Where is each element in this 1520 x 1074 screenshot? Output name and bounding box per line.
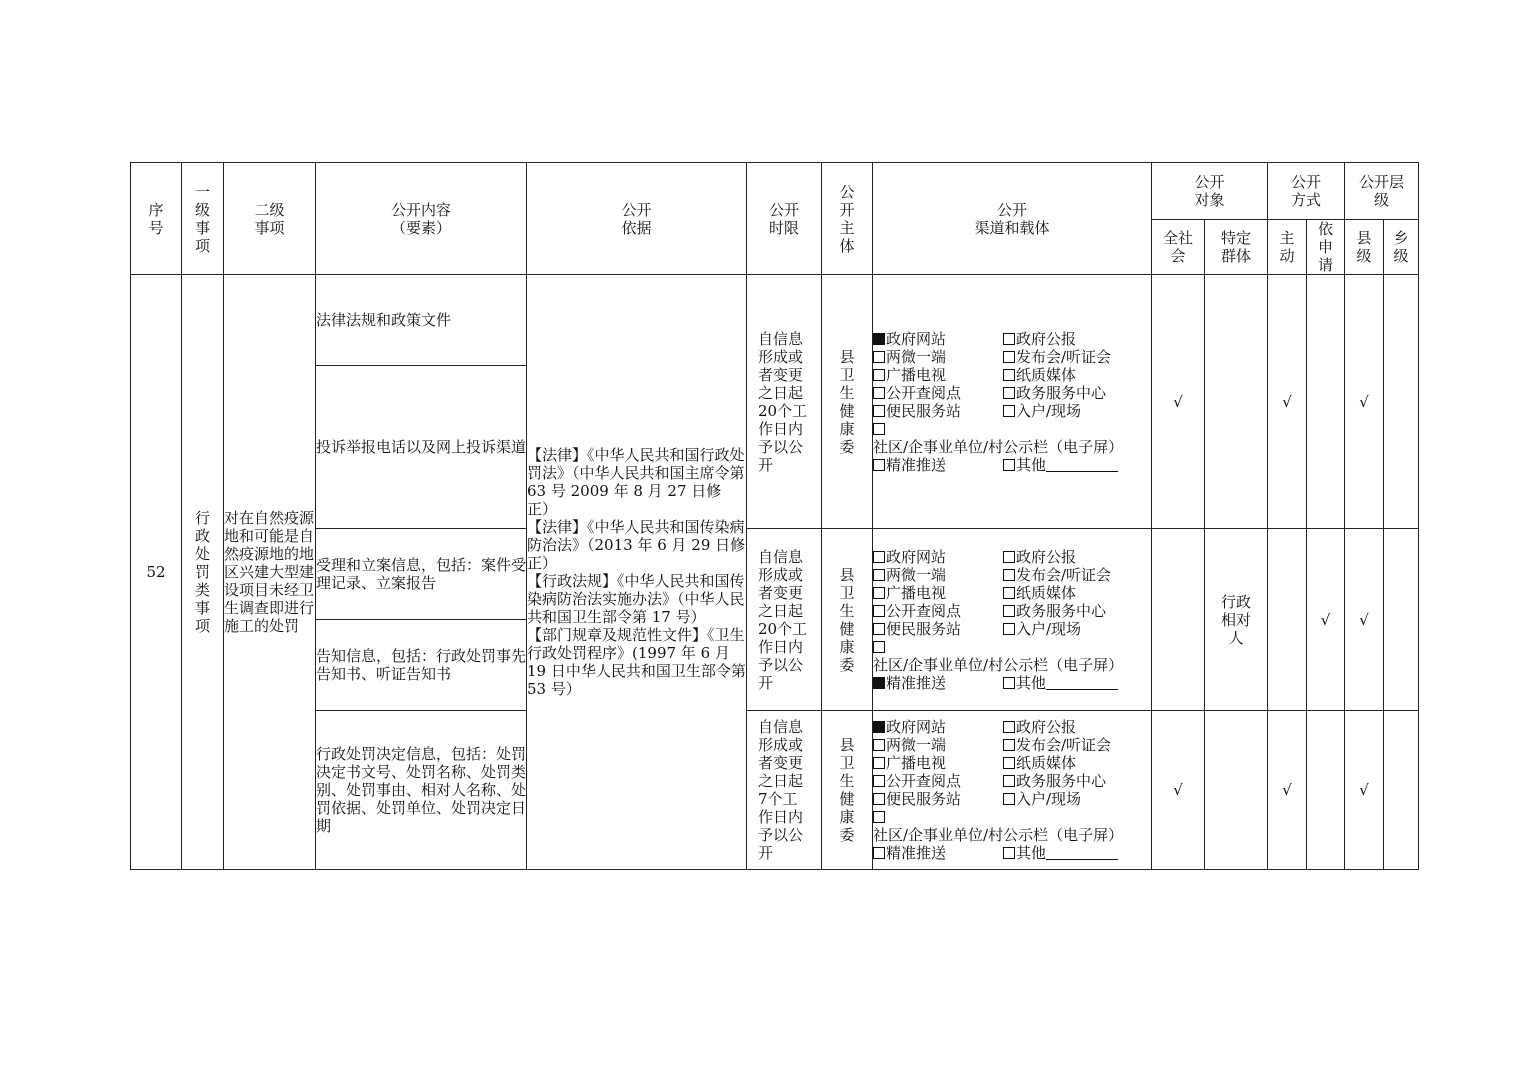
channel-label: 精准推送 bbox=[886, 673, 947, 692]
group-tier-town bbox=[1384, 711, 1419, 870]
header-object-specific: 特定 群体 bbox=[1205, 220, 1268, 275]
content-item: 投诉举报电话以及网上投诉渠道 bbox=[316, 366, 527, 529]
group-method-request: √ bbox=[1307, 529, 1345, 711]
header-content: 公开内容 （要素） bbox=[316, 163, 527, 275]
header-tier-county: 县 级 bbox=[1345, 220, 1384, 275]
row-level2: 对在自然疫源地和可能是自然疫源地的地区兴建大型建设项目未经卫生调查即进行施工的处罚 bbox=[224, 275, 316, 870]
channel-label: 纸质媒体 bbox=[1016, 754, 1077, 772]
channel-label: 入户/现场 bbox=[1016, 619, 1082, 638]
content-item: 法律法规和政策文件 bbox=[316, 275, 527, 366]
channel-option bbox=[1003, 330, 1133, 348]
checkbox-icon bbox=[873, 739, 885, 751]
checkbox-icon bbox=[873, 641, 885, 653]
channel-option bbox=[1003, 674, 1133, 692]
checkbox-icon bbox=[1003, 459, 1015, 471]
channel-option bbox=[873, 718, 1003, 736]
channel-label: 广播电视 bbox=[886, 583, 947, 602]
group-object-specific bbox=[1205, 275, 1268, 529]
group-tier-town bbox=[1384, 529, 1419, 711]
group-tier-town bbox=[1384, 275, 1419, 529]
checkbox-icon bbox=[1003, 351, 1015, 363]
channel-label: 便民服务站 bbox=[886, 401, 962, 420]
channel-label: 精准推送 bbox=[886, 844, 947, 862]
row-level1: 行政处罚类事项 bbox=[182, 275, 224, 870]
header-time: 公开 时限 bbox=[747, 163, 822, 275]
checkbox-icon bbox=[1003, 721, 1015, 733]
channel-label: 政府网站 bbox=[886, 547, 947, 566]
checkbox-icon bbox=[873, 423, 885, 435]
channel-option bbox=[873, 456, 1003, 474]
channel-option bbox=[1003, 548, 1133, 566]
checkbox-icon bbox=[1003, 739, 1015, 751]
row-basis: 【法律】《中华人民共和国行政处罚法》（中华人民共和国主席令第 63 号 2009 年 8 月 27 日修正） 【法律】《中华人民共和国传染病防治法》（2013 年 6 月 29 日修正） 【行政法规】《中华人民共和国传染病防治法实施办法》（中华人民共和国卫生部令第 17 号） 【部门规章及规范性文件】《卫生行政处罚程序》(1997 年 6 月 19 日中华人民共和国卫生部令第 53 号） bbox=[527, 275, 747, 870]
channel-label: 政府公报 bbox=[1016, 547, 1077, 566]
fill-in-blank bbox=[1046, 458, 1118, 472]
channel-label: 发布会/听证会 bbox=[1016, 565, 1112, 584]
channel-option bbox=[1003, 366, 1133, 384]
channel-label: 其他 bbox=[1016, 844, 1047, 862]
checkbox-icon bbox=[1003, 587, 1015, 599]
content-item: 行政处罚决定信息，包括：处罚决定书文号、处罚名称、处罚类别、处罚事由、相对人名称、处罚依据、处罚单位、处罚决定日期 bbox=[316, 711, 527, 870]
header-basis: 公开 依据 bbox=[527, 163, 747, 275]
channel-option bbox=[873, 620, 1003, 638]
channel-label: 社区/企事业单位/村公示栏（电子屏） bbox=[873, 826, 1124, 844]
disclosure-table bbox=[130, 162, 1419, 870]
group-time: 自信息形成或者变更之日起20个工作日内予以公开 bbox=[747, 275, 822, 529]
channel-option bbox=[1003, 402, 1133, 420]
channel-option bbox=[1003, 718, 1133, 736]
channel-option bbox=[1003, 844, 1133, 862]
channel-label: 政府公报 bbox=[1016, 718, 1077, 736]
channel-option bbox=[1003, 566, 1133, 584]
group-channels bbox=[873, 711, 1152, 870]
group-method-active bbox=[1268, 529, 1307, 711]
channel-option bbox=[873, 330, 1003, 348]
header-method: 公开 方式 bbox=[1268, 163, 1345, 220]
group-method-active: √ bbox=[1268, 275, 1307, 529]
group-object-all: √ bbox=[1152, 711, 1205, 870]
checkbox-icon bbox=[873, 459, 885, 471]
channel-option bbox=[873, 808, 1133, 844]
channel-option bbox=[1003, 348, 1133, 366]
channel-label: 政府公报 bbox=[1016, 329, 1077, 348]
channel-label: 两微一端 bbox=[886, 565, 947, 584]
header-level1: 一级事项 bbox=[182, 163, 224, 275]
channel-option bbox=[873, 420, 1133, 456]
checkbox-icon bbox=[873, 405, 885, 417]
channel-option bbox=[1003, 384, 1133, 402]
channel-option bbox=[873, 844, 1003, 862]
channel-label: 便民服务站 bbox=[886, 790, 962, 808]
channel-label: 其他 bbox=[1016, 455, 1047, 474]
checkbox-icon bbox=[1003, 405, 1015, 417]
channel-label: 入户/现场 bbox=[1016, 401, 1082, 420]
header-object: 公开 对象 bbox=[1152, 163, 1268, 220]
channel-label: 其他 bbox=[1016, 673, 1047, 692]
checkbox-icon bbox=[873, 847, 885, 859]
channel-option bbox=[1003, 620, 1133, 638]
checkbox-icon bbox=[873, 569, 885, 581]
channel-label: 精准推送 bbox=[886, 455, 947, 474]
channel-label: 政府网站 bbox=[886, 329, 947, 348]
channel-option bbox=[1003, 584, 1133, 602]
group-channels bbox=[873, 275, 1152, 529]
channel-option bbox=[1003, 602, 1133, 620]
channel-label: 广播电视 bbox=[886, 754, 947, 772]
checkbox-icon bbox=[873, 623, 885, 635]
channel-label: 公开查阅点 bbox=[886, 383, 962, 402]
group-tier-county: √ bbox=[1345, 529, 1384, 711]
channel-label: 政务服务中心 bbox=[1016, 601, 1107, 620]
channel-option bbox=[1003, 736, 1133, 754]
checkbox-icon bbox=[873, 551, 885, 563]
channel-option bbox=[1003, 772, 1133, 790]
header-channel: 公开 渠道和载体 bbox=[873, 163, 1152, 275]
checkbox-icon bbox=[1003, 605, 1015, 617]
group-channels bbox=[873, 529, 1152, 711]
channel-label: 纸质媒体 bbox=[1016, 583, 1077, 602]
channel-option bbox=[873, 790, 1003, 808]
channel-option bbox=[873, 366, 1003, 384]
checkbox-icon bbox=[1003, 333, 1015, 345]
checkbox-icon bbox=[1003, 569, 1015, 581]
header-seq: 序 号 bbox=[131, 163, 182, 275]
checked-box-icon bbox=[873, 677, 885, 689]
checkbox-icon bbox=[1003, 369, 1015, 381]
channel-label: 公开查阅点 bbox=[886, 601, 962, 620]
checkbox-icon bbox=[873, 369, 885, 381]
channel-label: 入户/现场 bbox=[1016, 790, 1082, 808]
checkbox-icon bbox=[873, 387, 885, 399]
checkbox-icon bbox=[873, 757, 885, 769]
checkbox-icon bbox=[873, 351, 885, 363]
group-tier-county: √ bbox=[1345, 711, 1384, 870]
channel-label: 社区/企事业单位/村公示栏（电子屏） bbox=[873, 437, 1124, 456]
channel-option bbox=[873, 754, 1003, 772]
checkbox-icon bbox=[1003, 775, 1015, 787]
content-item: 告知信息，包括：行政处罚事先告知书、听证告知书 bbox=[316, 620, 527, 711]
group-object-all bbox=[1152, 529, 1205, 711]
channel-label: 广播电视 bbox=[886, 365, 947, 384]
group-time: 自信息形成或者变更之日起7个工作日内予以公开 bbox=[747, 711, 822, 870]
fill-in-blank bbox=[1046, 676, 1118, 690]
channel-option bbox=[1003, 790, 1133, 808]
header-tier-town: 乡 级 bbox=[1384, 220, 1419, 275]
channel-option bbox=[873, 348, 1003, 366]
channel-label: 两微一端 bbox=[886, 347, 947, 366]
channel-option bbox=[873, 566, 1003, 584]
checked-box-icon bbox=[873, 721, 885, 733]
channel-label: 纸质媒体 bbox=[1016, 365, 1077, 384]
checkbox-icon bbox=[873, 793, 885, 805]
group-object-specific bbox=[1205, 711, 1268, 870]
channel-label: 社区/企事业单位/村公示栏（电子屏） bbox=[873, 655, 1124, 674]
checkbox-icon bbox=[1003, 677, 1015, 689]
channel-option bbox=[873, 674, 1003, 692]
channel-label: 公开查阅点 bbox=[886, 772, 962, 790]
group-method-request bbox=[1307, 711, 1345, 870]
checkbox-icon bbox=[873, 587, 885, 599]
channel-option bbox=[873, 402, 1003, 420]
channel-option bbox=[1003, 456, 1133, 474]
header-method-request: 依申请 bbox=[1307, 220, 1345, 275]
group-method-active: √ bbox=[1268, 711, 1307, 870]
checkbox-icon bbox=[873, 605, 885, 617]
group-subject: 县卫生健康委 bbox=[822, 275, 873, 529]
group-tier-county: √ bbox=[1345, 275, 1384, 529]
checkbox-icon bbox=[873, 811, 885, 823]
header-subject: 公开主体 bbox=[822, 163, 873, 275]
channel-option bbox=[873, 384, 1003, 402]
channel-label: 发布会/听证会 bbox=[1016, 736, 1112, 754]
checkbox-icon bbox=[1003, 551, 1015, 563]
channel-label: 发布会/听证会 bbox=[1016, 347, 1112, 366]
group-object-all: √ bbox=[1152, 275, 1205, 529]
content-item: 受理和立案信息，包括：案件受理记录、立案报告 bbox=[316, 529, 527, 620]
checked-box-icon bbox=[873, 333, 885, 345]
channel-option bbox=[873, 638, 1133, 674]
fill-in-blank bbox=[1046, 846, 1118, 860]
channel-label: 便民服务站 bbox=[886, 619, 962, 638]
header-tier: 公开层 级 bbox=[1345, 163, 1419, 220]
header-level2: 二级 事项 bbox=[224, 163, 316, 275]
channel-label: 两微一端 bbox=[886, 736, 947, 754]
channel-option bbox=[873, 736, 1003, 754]
group-subject: 县卫生健康委 bbox=[822, 711, 873, 870]
channel-label: 政务服务中心 bbox=[1016, 383, 1107, 402]
group-time: 自信息形成或者变更之日起20个工作日内予以公开 bbox=[747, 529, 822, 711]
channel-label: 政府网站 bbox=[886, 718, 947, 736]
channel-option bbox=[873, 602, 1003, 620]
channel-option bbox=[873, 548, 1003, 566]
channel-option bbox=[1003, 754, 1133, 772]
checkbox-icon bbox=[1003, 793, 1015, 805]
header-object-all: 全社 会 bbox=[1152, 220, 1205, 275]
group-object-specific: 行政 相对 人 bbox=[1205, 529, 1268, 711]
header-method-active: 主 动 bbox=[1268, 220, 1307, 275]
channel-option bbox=[873, 584, 1003, 602]
row-seq: 52 bbox=[131, 275, 182, 870]
checkbox-icon bbox=[1003, 623, 1015, 635]
group-method-request bbox=[1307, 275, 1345, 529]
checkbox-icon bbox=[873, 775, 885, 787]
channel-option bbox=[873, 772, 1003, 790]
group-subject: 县卫生健康委 bbox=[822, 529, 873, 711]
checkbox-icon bbox=[1003, 387, 1015, 399]
checkbox-icon bbox=[1003, 847, 1015, 859]
checkbox-icon bbox=[1003, 757, 1015, 769]
channel-label: 政务服务中心 bbox=[1016, 772, 1107, 790]
